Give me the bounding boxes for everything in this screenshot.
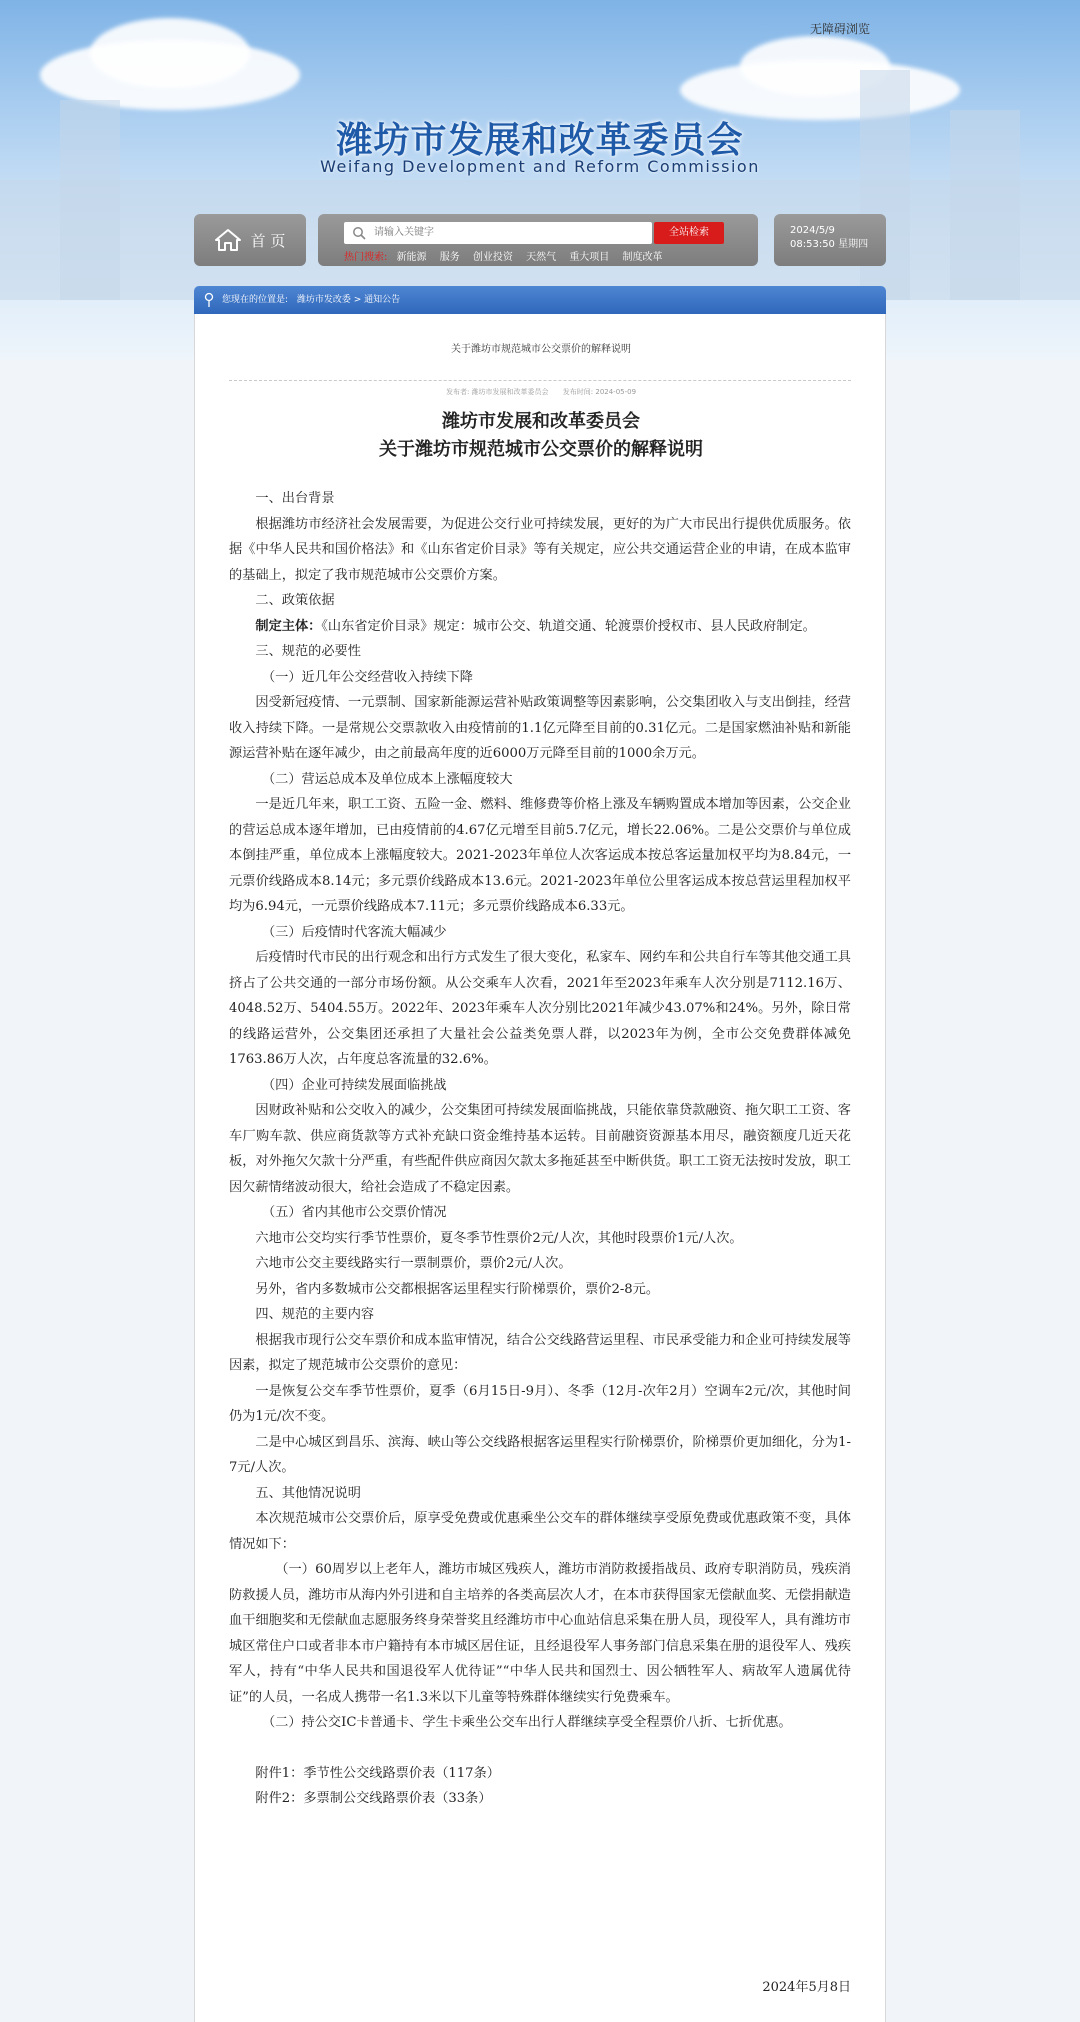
sign-date: 2024年5月8日	[762, 1980, 851, 1995]
hot-keyword[interactable]: 服务	[439, 252, 460, 263]
article-paragraph: 根据我市现行公交车票价和成本监审情况，结合公交线路营运里程、市民承受能力和企业可持续发展等因素，拟定了规范城市公交票价的意见：	[229, 1332, 851, 1373]
article-publish-time: 发布时间: 2024-05-09	[562, 388, 637, 396]
paragraph-lead: 制定主体：	[255, 618, 322, 634]
article-paragraph: 后疫情时代市民的出行观念和出行方式发生了很大变化，私家车、网约车和公共自行车等其他交通工具挤占了公共交通的一部分市场份额。从公交乘车人次看，2021年至2023年乘车人次分别是7112.16万、4048.52万、5404.55万。2022年、2023年乘车人次分别比2021年减少43.07%和24%。另外，除日常的线路运营外，公交集团还承担了大量社会公益类免票人群，以2023年为例，全市公交免费群体减免1763.86万人次，占年度总客流量的32.6%。	[229, 950, 851, 1067]
hot-keyword[interactable]: 制度改革	[622, 252, 663, 263]
article-paragraph: 另外，省内多数城市公交都根据客运里程实行阶梯票价，票价2-8元。	[255, 1281, 660, 1297]
breadcrumb	[194, 286, 886, 314]
current-date: 2024/5/9	[790, 225, 835, 236]
breadcrumb-path[interactable]: 潍坊市发改委 > 通知公告	[296, 295, 401, 305]
article-heading-line1: 潍坊市发展和改革委员会	[442, 411, 640, 432]
article-paragraph: （五）省内其他市公交票价情况	[262, 1205, 447, 1220]
article-paragraph	[229, 614, 851, 640]
hot-keyword[interactable]: 天然气	[526, 252, 557, 263]
article-paragraph: 六地市公交主要线路实行一票制票价，票价2元/人次。	[255, 1256, 572, 1271]
article-paragraph: 六地市公交均实行季节性票价，夏冬季节性票价2元/人次，其他时段票价1元/人次。	[255, 1230, 743, 1246]
article-paragraph: （一）近几年公交经营收入持续下降	[262, 669, 473, 685]
search-icon	[352, 226, 366, 240]
attachment-link[interactable]: 附件1：季节性公交线路票价表（117条）	[255, 1765, 500, 1781]
article-page-title: 关于潍坊市规范城市公交票价的解释说明	[451, 344, 631, 355]
article-meta	[195, 387, 887, 397]
article-paragraph: 本次规范城市公交票价后，原享受免费或优惠乘坐公交车的群体继续享受原免费或优惠政策不变，具体情况如下：	[229, 1511, 851, 1552]
article-paragraph: （二）营运总成本及单位成本上涨幅度较大	[262, 771, 513, 787]
article-paragraph: 二是中心城区到昌乐、滨海、峡山等公交线路根据客运里程实行阶梯票价，阶梯票价更加细化，分为1-7元/人次。	[229, 1434, 851, 1475]
article-paragraph: 四、规范的主要内容	[255, 1307, 375, 1322]
article-heading	[195, 408, 887, 464]
article-paragraph: （二）持公交IC卡普通卡、学生卡乘坐公交车出行人群继续享受全程票价八折、七折优惠。	[262, 1715, 792, 1730]
article-paragraph: 一、出台背景	[255, 491, 335, 506]
hot-keyword[interactable]: 创业投资	[472, 252, 513, 263]
article-paragraph: 因财政补贴和公交收入的减少，公交集团可持续发展面临挑战，只能依靠贷款融资、拖欠职工工资、客车厂购车款、供应商货款等方式补充缺口资金维持基本运转。目前融资资源基本用尽，融资额度几近天花板，对外拖欠欠款十分严重，有些配件供应商因欠款太多拖延甚至中断供货。职工工资无法按时发放，职工因欠薪情绪波动很大，给社会造成了不稳定因素。	[229, 1103, 851, 1195]
hot-keyword[interactable]: 重大项目	[569, 252, 610, 263]
article-paragraph: （三）后疫情时代客流大幅减少	[262, 924, 447, 940]
home-label: 首 页	[250, 231, 286, 250]
current-time: 08:53:50 星期四	[790, 239, 869, 250]
article-paragraph: 五、其他情况说明	[255, 1485, 361, 1501]
article-paragraph: 二、政策依据	[255, 593, 335, 608]
paragraph-text: 《山东省定价目录》规定：城市公交、轨道交通、轮渡票价授权市、县人民政府制定。	[321, 618, 816, 634]
article-paragraph: 因受新冠疫情、一元票制、国家新能源运营补贴政策调整等因素影响，公交集团收入与支出倒挂，经营收入持续下降。一是常规公交票款收入由疫情前的1.1亿元降至目前的0.31亿元。二是国家燃油补贴和新能源运营补贴在逐年减少，由之前最高年度的近6000万元降至目前的1000余万元。	[229, 695, 851, 761]
search-input[interactable]	[344, 222, 652, 244]
site-title: 潍坊市发展和改革委员会	[336, 120, 744, 161]
article-heading-line2: 关于潍坊市规范城市公交票价的解释说明	[379, 439, 703, 460]
home-button[interactable]	[194, 214, 306, 266]
breadcrumb-prefix: 您现在的位置是:	[222, 295, 289, 305]
accessibility-link[interactable]: 无障碍浏览	[810, 22, 871, 36]
article-panel	[194, 314, 886, 2022]
location-pin-icon	[204, 292, 214, 308]
article-body	[229, 486, 851, 1812]
article-paragraph: 根据潍坊市经济社会发展需要，为促进公交行业可持续发展，更好的为广大市民出行提供优质服务。依据《中华人民共和国价格法》和《山东省定价目录》等有关规定，应公共交通运营企业的申请，在成本监审的基础上，拟定了我市规范城市公交票价方案。	[229, 516, 851, 583]
article-paragraph: 一是近几年来，职工工资、五险一金、燃料、维修费等价格上涨及车辆购置成本增加等因素，公交企业的营运总成本逐年增加，已由疫情前的4.67亿元增至目前5.7亿元，增长22.06%。二是公交票价与单位成本倒挂严重，单位成本上涨幅度较大。2021-2023年单位人次客运成本按总客运量加权平均为8.84元，一元票价线路成本8.14元；多元票价线路成本13.6元。2021-2023年单位公里客运成本按总营运里程加权平均为6.94元，一元票价线路成本7.11元；多元票价线路成本6.33元。	[229, 797, 851, 914]
spacer	[229, 1736, 851, 1761]
article-publisher: 发布者: 潍坊市发展和改革委员会	[445, 388, 549, 396]
divider	[229, 380, 851, 381]
article-paragraph: 一是恢复公交车季节性票价，夏季（6月15日-9月）、冬季（12月-次年2月）空调车2元/次，其他时间仍为1元/次不变。	[229, 1383, 851, 1424]
site-subtitle: Weifang Development and Reform Commission	[320, 157, 760, 176]
article-paragraph: （四）企业可持续发展面临挑战	[262, 1077, 447, 1093]
home-icon	[215, 228, 241, 252]
article-paragraph: 三、规范的必要性	[255, 644, 361, 659]
hot-search-label: 热门搜索:	[344, 252, 388, 263]
search-button[interactable]: 全站检索	[654, 222, 724, 244]
hot-search-row	[344, 248, 673, 263]
cloud-decoration	[90, 18, 250, 88]
attachment-link[interactable]: 附件2：多票制公交线路票价表（33条）	[255, 1791, 492, 1806]
search-bar	[318, 214, 758, 266]
date-time-box	[774, 214, 886, 266]
hot-keyword[interactable]: 新能源	[396, 252, 427, 263]
article-paragraph: （一）60周岁以上老年人，潍坊市城区残疾人，潍坊市消防救援指战员、政府专职消防员，残疾消防救援人员，潍坊市从海内外引进和自主培养的各类高层次人才，在本市获得国家无偿献血奖、无偿捐献造血干细胞奖和无偿献血志愿服务终身荣誉奖且经潍坊市中心血站信息采集在册人员，现役军人，具有潍坊市城区常住户口或者非本市户籍持有本市城区居住证，且经退役军人事务部门信息采集在册的退役军人、残疾军人，持有“中华人民共和国退役军人优待证”“中华人民共和国烈士、因公牺牲军人、病故军人遗属优待证”的人员，一名成人携带一名1.3米以下儿童等特殊群体继续实行免费乘车。	[229, 1562, 851, 1705]
